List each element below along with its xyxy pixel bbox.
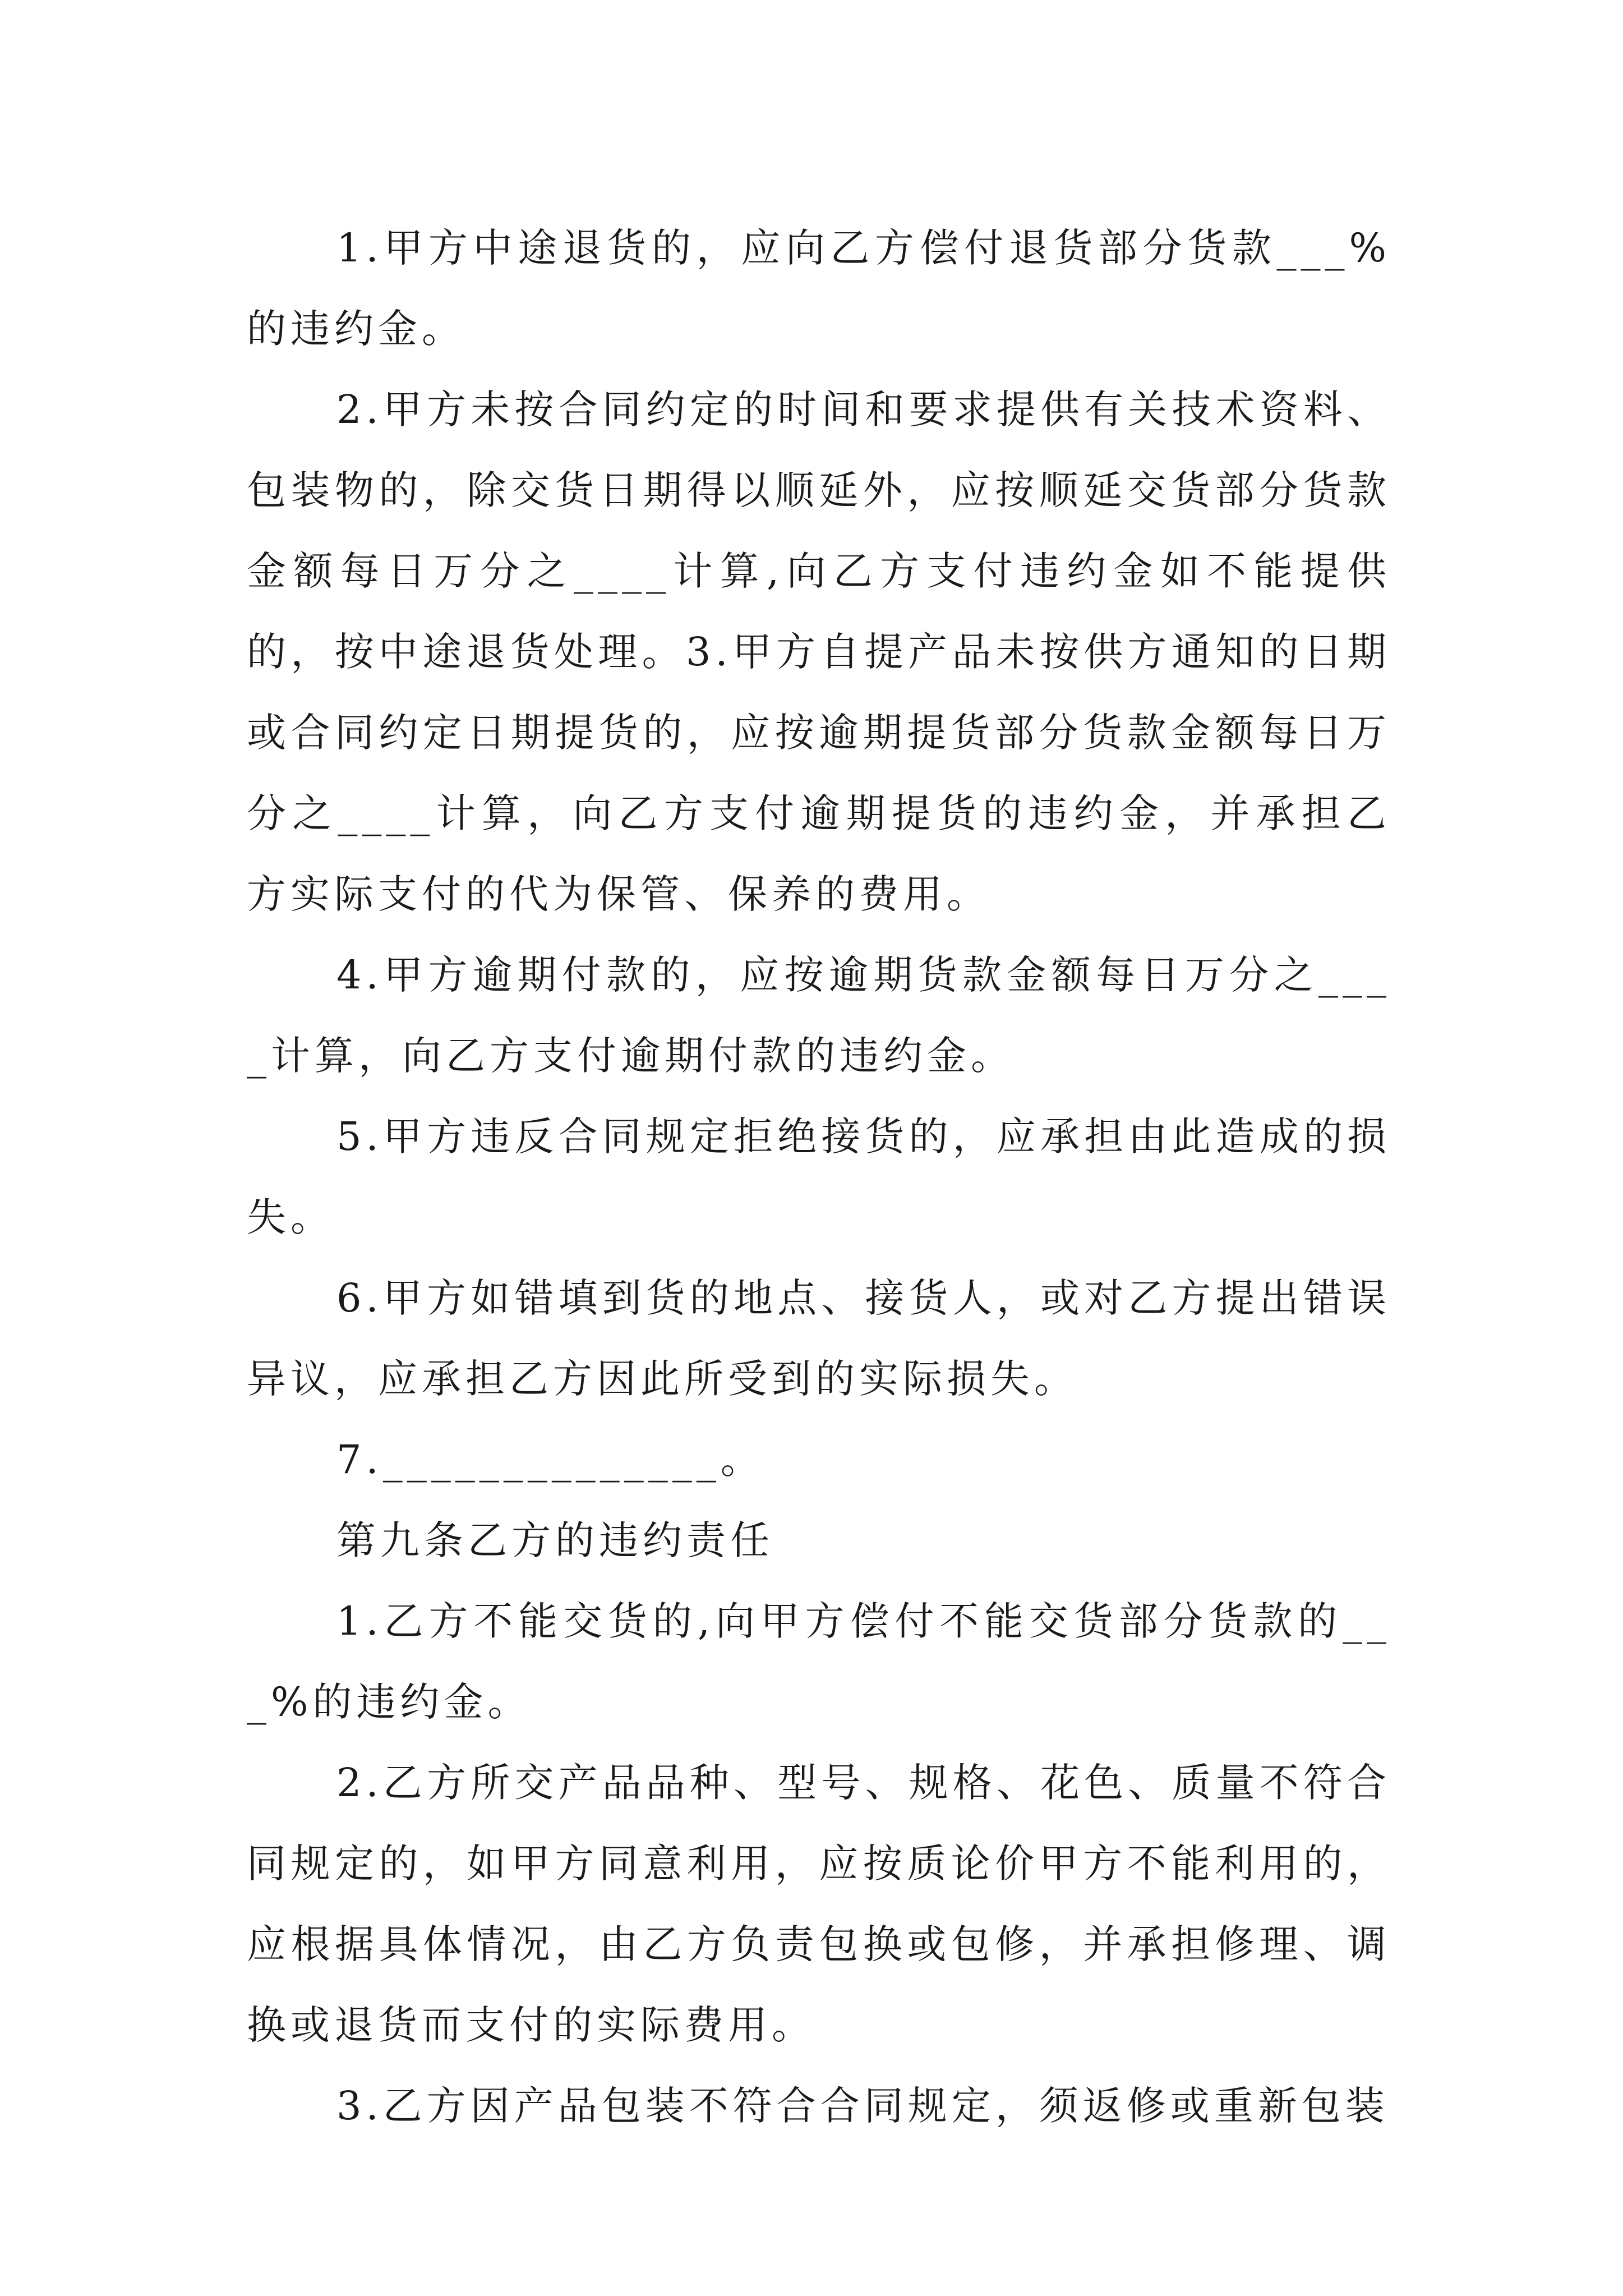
clause-6-wrong-address: 6.甲方如错填到货的地点、接货人，或对乙方提出错误异议，应承担乙方因此所受到的实际损失。 [247,1275,1391,1402]
clause-1-early-return: 1.甲方中途退货的，应向乙方偿付退货部分货款___%的违约金。 [247,225,1391,352]
clause-4-late-payment: 4.甲方逾期付款的，应按逾期货款金额每日万分之____计算，向乙方支付逾期付款的违约金。 [247,952,1391,1079]
document-body [247,208,1391,2146]
article-9-clause-3: 3.乙方因产品包装不符合合同规定，须返修或重新包装 [336,2083,1389,2129]
article-9-clause-1: 1.乙方不能交货的,向甲方偿付不能交货部分货款的___%的违约金。 [247,1598,1391,1725]
clause-7-blank: 7.______________。 [336,1437,764,1483]
article-9-heading: 第九条乙方的违约责任 [336,1517,774,1563]
article-9-clause-2: 2.乙方所交产品品种、型号、规格、花色、质量不符合同规定的，如甲方同意利用，应按质论价甲方不能利用的，应根据具体情况，由乙方负责包换或包修，并承担修理、调换或退货而支付的实际费用。 [247,1760,1391,2048]
clause-2-technical-materials: 2.甲方未按合同约定的时间和要求提供有关技术资料、包装物的，除交货日期得以顺延外，应按顺延交货部分货款金额每日万分之____计算,向乙方支付违约金如不能提供的，按中途退货处理。3.甲方自提产品未按供方通知的日期或合同约定日期提货的，应按逾期提货部分货款金额每日万分之____计算，向乙方支付逾期提货的违约金，并承担乙方实际支付的代为保管、保养的费用。 [247,386,1391,917]
clause-5-refuse-delivery: 5.甲方违反合同规定拒绝接货的，应承担由此造成的损失。 [247,1114,1391,1240]
